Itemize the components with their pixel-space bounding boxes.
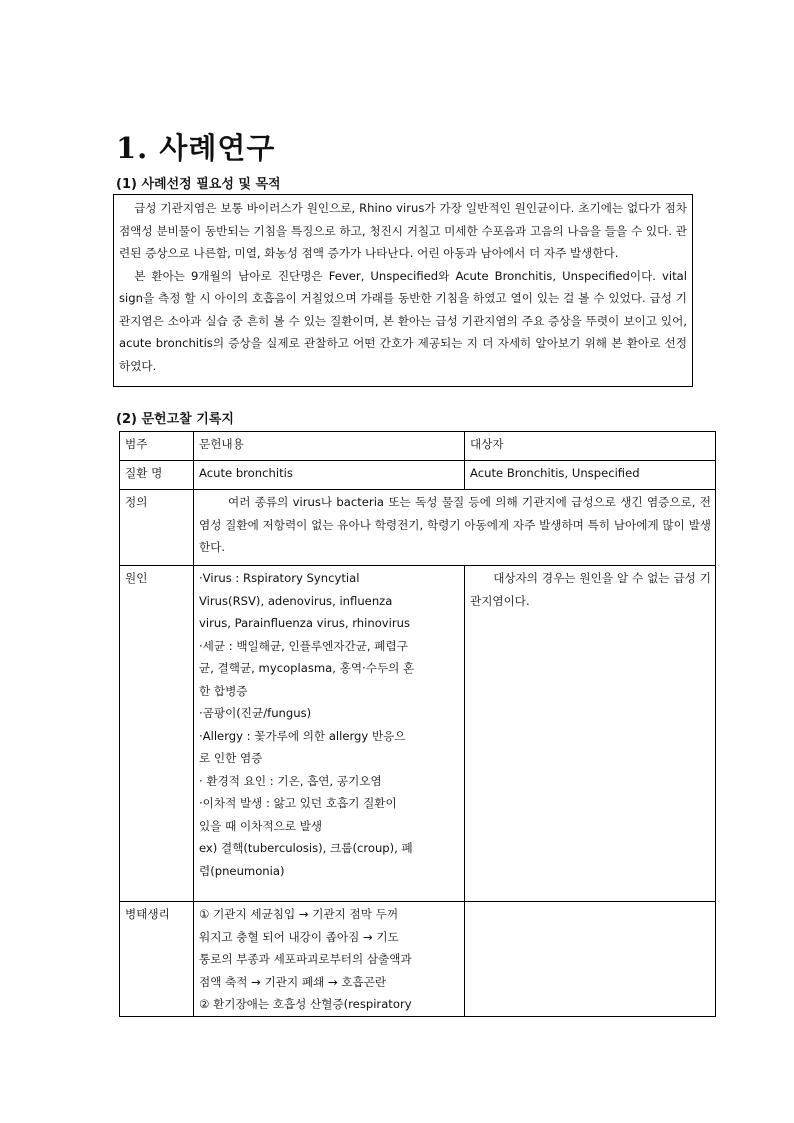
- case-paragraph-2: 본 환아는 9개월의 남아로 진단명은 Fever, Unspecified와 Acute Bronchitis, Unspecified이다. vital sign을 측정 할 시 아이의 호흡음이 거칠었으며 가래를 동반한 기침을 하였고 열이 있는 걸 볼 수 있었다. 급성 기관지염은 소아과 실습 중 흔히 볼 수 있는 질환이며, 본 환아는 급성 기관지염의 주요 증상을 뚜렷이 보이고 있어, acute bronchitis의 증상을 실제로 관찰하고 어떤 간호가 제공되는 지 더 자세히 알아보기 위해 본 환아로 선정하였다.: [119, 268, 688, 373]
- list-item: ② 환기장애는 호흡성 산혈증(respiratory: [199, 997, 412, 1011]
- list-item: 있을 때 이차적으로 발생: [199, 818, 323, 833]
- list-item: Virus(RSV), adenovirus, influenza: [199, 593, 393, 608]
- table-header-row: [120, 432, 716, 461]
- list-item: ·Virus : Rspiratory Syncytial: [199, 571, 360, 585]
- list-item: 통로의 부종과 세포파괴로부터의 삼출액과: [199, 952, 412, 966]
- table-row-cause: [120, 566, 716, 902]
- pathophysiology-category: 병태생리: [120, 902, 194, 1017]
- table-row-disease: [120, 461, 716, 490]
- header-category: 범주: [120, 432, 194, 461]
- list-item: ·세균 : 백일해균, 인플루엔자간균, 폐렴구: [199, 638, 408, 653]
- disease-literature: Acute bronchitis: [194, 461, 465, 490]
- list-item: ·곰팡이(진균/fungus): [199, 706, 312, 720]
- table-row-definition: [120, 490, 716, 566]
- list-item: virus, Parainfluenza virus, rhinovirus: [199, 616, 411, 630]
- table-row-pathophysiology: [120, 902, 716, 1017]
- section2-heading: (2) 문헌고찰 기록지: [116, 412, 234, 427]
- definition-category: 정의: [120, 490, 194, 566]
- header-patient: 대상자: [465, 432, 716, 461]
- disease-patient: Acute Bronchitis, Unspecified: [465, 461, 716, 490]
- list-item: 로 인한 염증: [199, 751, 263, 765]
- list-item: ·이차적 발생 : 앓고 있던 호흡기 질환이: [199, 796, 397, 810]
- page-title: 1. 사례연구: [116, 131, 276, 165]
- pathophysiology-patient: [465, 902, 716, 1017]
- list-item: 한 합병증: [199, 683, 248, 698]
- list-item: 균, 결핵균, mycoplasma, 홍역·수두의 혼: [199, 661, 415, 675]
- literature-review-table: [119, 431, 716, 1017]
- case-paragraph-1: 급성 기관지염은 보통 바이러스가 원인으로, Rhino virus가 가장 일반적인 원인균이다. 초기에는 없다가 점차 점액성 분비물이 동반되는 기침을 특징으로 하고, 청진시 거칠고 미세한 수포음과 고음의 나음을 들을 수 있다. 관련된 증상으로 나른함, 미열, 화농성 점액 증가가 나타난다. 어린 아동과 남아에서 더 자주 발생한다.: [119, 201, 687, 260]
- cause-patient: 대상자의 경우는 원인을 알 수 없는 급성 기관지염이다.: [465, 566, 716, 902]
- disease-category: 질환 명: [120, 461, 194, 490]
- section1-heading: (1) 사례선정 필요성 및 목적: [116, 177, 281, 192]
- list-item: 점액 축적 → 기관지 폐쇄 → 호흡곤란: [199, 974, 387, 989]
- cause-category: 원인: [120, 566, 194, 902]
- list-item: ① 기관지 세균침입 → 기관지 점막 두꺼: [199, 907, 399, 921]
- pathophysiology-literature: [194, 902, 465, 1017]
- list-item: ex) 결핵(tuberculosis), 크룹(croup), 폐: [199, 841, 413, 855]
- list-item: 렴(pneumonia): [199, 863, 285, 878]
- list-item: · 환경적 요인 : 기온, 흡연, 공기오염: [199, 773, 382, 788]
- list-item: 워지고 충혈 되어 내강이 좁아짐 → 기도: [199, 929, 399, 944]
- definition-text: 여러 종류의 virus나 bacteria 또는 독성 물질 등에 의해 기관지에 급성으로 생긴 염증으로, 전염성 질환에 저항력이 없는 유아나 학령전기, 학령기 아동에게 자주 발생하며 특히 남아에게 많이 발생한다.: [194, 490, 716, 566]
- list-item: ·Allergy : 꽃가루에 의한 allergy 반응으: [199, 728, 406, 743]
- case-selection-box: [113, 194, 693, 387]
- header-literature: 문헌내용: [194, 432, 465, 461]
- cause-literature: [194, 566, 465, 902]
